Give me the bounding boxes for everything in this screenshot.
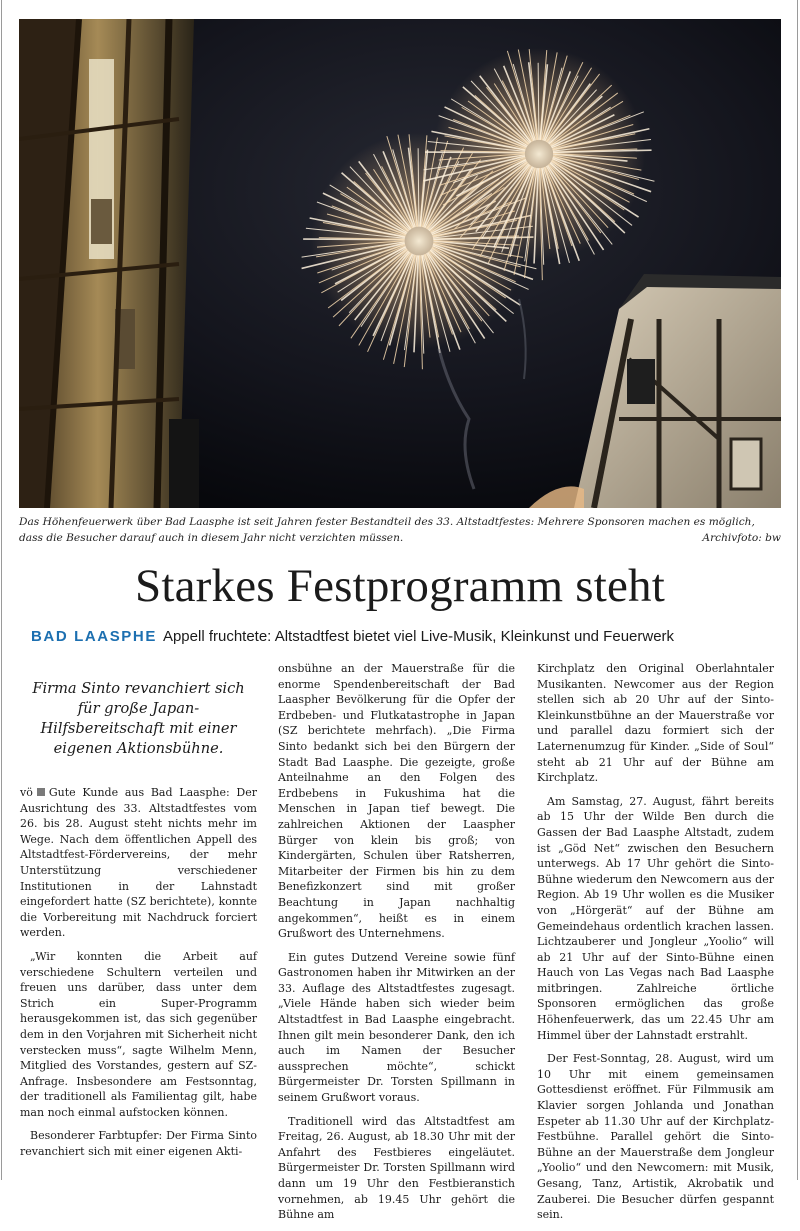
article-paragraph: „Wir konnten die Arbeit auf verschiedene Schultern verteilen und freuen uns darüber, dass unter dem Strich ein Super-Programm herausgekommen ist, das sich gegenüber dem in den Vorjahren mit Sicherheit nicht verstecken muss“, sagte Wilhelm Menn, Mitglied des Vorstandes, gestern auf SZ-Anfrage. Insbesondere am Festsonntag, der traditionell als Familientag gilt, habe man noch einmal aufstocken können. <box>20 949 257 1119</box>
left-house <box>19 19 199 508</box>
article-column-3 <box>537 661 774 1231</box>
caption-text: Das Höhenfeuerwerk über Bad Laasphe ist seit Jahren fester Bestandteil des 33. Altstadtfestes: Mehrere Sponsoren machen es möglich, dass die Besucher darauf auch in diesem Jahr nicht verzichten müssen. <box>19 516 755 544</box>
article-column-2 <box>278 661 515 1231</box>
article-paragraph: Der Fest-Sonntag, 28. August, wird um 10 Uhr mit einem gemeinsamen Gottesdienst eröffnet. Für Filmmusik am Klavier sorgen Johlanda und Jonathan Espeter ab 11.30 Uhr auf der Kirchplatz-Festbühne. Parallel gehört die Sinto-Bühne an der Mauerstraße dem Jongleur „Yoolio“ und den Newcomern: mit Musik, Gesang, Tanz, Artistik, Akrobatik und Zauberei. Die Besucher dürfen gespannt sein. <box>537 1052 774 1222</box>
dateline-place: BAD LAASPHE <box>31 628 157 645</box>
subheadline-text: Appell fruchtete: Altstadtfest bietet viel Live-Musik, Kleinkunst und Feuerwerk <box>162 628 675 645</box>
article-paragraph <box>20 785 257 941</box>
article-paragraph: Besonderer Farbtupfer: Der Firma Sinto revanchiert sich mit einer eigenen Akti- <box>20 1129 257 1159</box>
article-paragraph-text: Gute Kunde aus Bad Laasphe: Der Ausrichtung des 33. Altstadtfestes vom 26. bis 28. August steht nichts mehr im Wege. Nach dem öffentlichen Appell des Altstadtfest-Fördervereins, der mehr Unterstützung verschiedener Institutionen in der Lahnstadt eingefordert hatte (SZ berichtete), konnte die Vorbereitung mit Nachdruck forciert werden. <box>20 786 257 940</box>
square-marker-icon <box>37 788 45 796</box>
subheadline <box>31 627 791 647</box>
teaser-text: Firma Sinto revanchiert sich für große Japan-Hilfsbereitschaft mit einer eigenen Aktionsbühne. <box>32 680 245 757</box>
article-paragraph: Traditionell wird das Altstadtfest am Freitag, 26. August, ab 18.30 Uhr mit der Anfahrt des Festbieres eingeläutet. Bürgermeister Dr. Torsten Spillmann wird dann um 19 Uhr den Festbieranstich vornehmen, ab 19.45 Uhr gehört die Bühne am <box>278 1114 515 1222</box>
article-paragraph: onsbühne an der Mauerstraße für die enorme Spendenbereitschaft der Bad Laaspher Bevölkerung für die Opfer der Erdbeben- und Flutkatastrophe in Japan (SZ berichtete mehrfach). „Die Firma Sinto bedankt sich bei den Bürgern der Stadt Bad Laasphe. Die gezeigte, große Anteilnahme an den Folgen des Erdbebens in Fukushima hat die Menschen in Japan tief bewegt. Die zahlreichen Aktionen der Laaspher Bürger von klein bis groß; von Kindergärten, Schulen über Ratsherren, Mitarbeiter der Firmen bis hin zu dem Benefizkonzert sind mit großer Beachtung in Japan nachhaltig angekommen“, heißt es in einem Grußwort des Unternehmens. <box>278 662 515 941</box>
photo-credit: Archivfoto: bw <box>702 532 781 544</box>
photo-caption <box>19 514 781 546</box>
article-column-1 <box>20 661 257 1168</box>
fireworks-photo <box>19 19 781 508</box>
article-paragraph: Kirchplatz den Original Oberlahntaler Musikanten. Newcomer aus der Region stellen sich ab 20 Uhr auf der Sinto-Kleinkunstbühne an der Mauerstraße vor und parallel dazu formiert sich der Laternenumzug für Kinder. „Side of Soul“ steht ab 21 Uhr auf der Bühne am Kirchplatz. <box>537 662 774 785</box>
headline: Starkes Festprogramm steht <box>135 560 665 612</box>
article-paragraph: Ein gutes Dutzend Vereine sowie fünf Gastronomen haben ihr Mitwirken an der 33. Auflage des Altstadtfestes zugesagt. „Viele Hände haben sich wieder beim Altstadtfest in Bad Laasphe eingebracht. Ihnen gilt mein besonderer Dank, den ich auch im Namen der Besucher aussprechen möchte“, schickt Bürgermeister Dr. Torsten Spillmann in seinem Grußwort voraus. <box>278 950 515 1105</box>
author-initials: vö <box>20 786 33 799</box>
article-paragraph: Am Samstag, 27. August, fährt bereits ab 15 Uhr der Wilde Ben durch die Gassen der Bad Laasphe Altstadt, zudem ist „Göd Net“ zwischen den Besuchern unterwegs. Ab 17 Uhr gehört die Sinto-Bühne wiederum den Newcomern aus der Region. Ab 19 Uhr wollen es die Musiker von „Hörgerät“ auf der Bühne am Gemeindehaus ordentlich krachen lassen. Lichtzauberer und Jongleur „Yoolio“ will ab 21 Uhr auf der Sinto-Bühne einen Hauch von Las Vegas nach Bad Laasphe mitbringen. Zahlreiche örtliche Sponsoren ermöglichen das große Höhenfeuerwerk, das um 22.45 Uhr am Himmel über der Lahnstadt erstrahlt. <box>537 794 774 1042</box>
